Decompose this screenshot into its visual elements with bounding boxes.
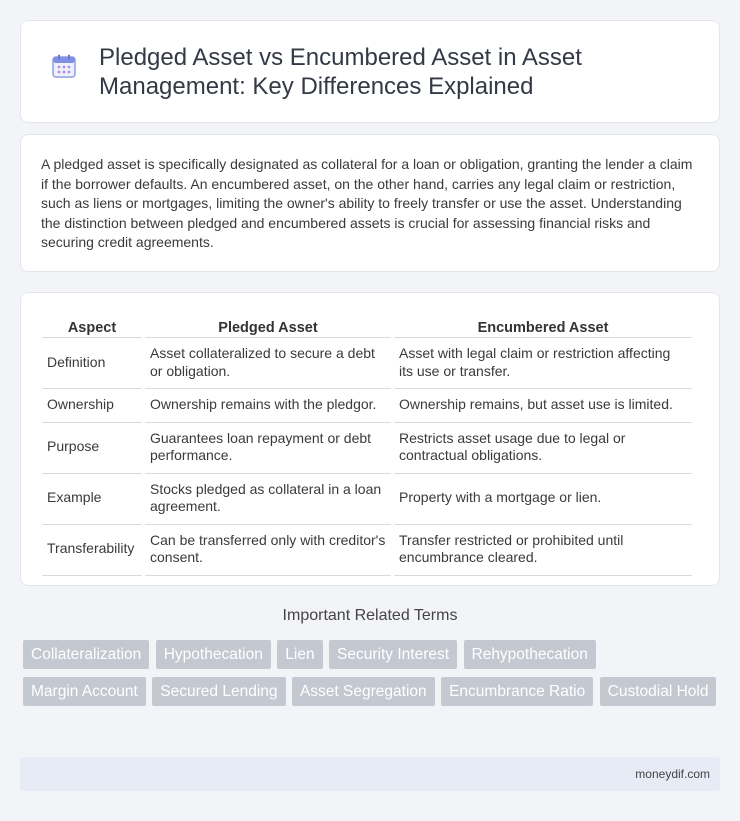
row-pledged: Asset collateralized to secure a debt or obligation.: [145, 338, 391, 389]
tag-security-interest[interactable]: Security Interest: [329, 640, 457, 669]
table-row: [42, 423, 692, 474]
related-terms-list: [23, 640, 723, 714]
tag-rehypothecation[interactable]: Rehypothecation: [464, 640, 596, 669]
row-pledged: Guarantees loan repayment or debt performance.: [145, 423, 391, 474]
row-aspect: Definition: [42, 338, 142, 389]
table-row: [42, 338, 692, 389]
tag-hypothecation[interactable]: Hypothecation: [156, 640, 271, 669]
calendar-icon: [51, 53, 77, 79]
header-aspect: Aspect: [42, 315, 142, 338]
row-encumbered: Restricts asset usage due to legal or contractual obligations.: [394, 423, 692, 474]
header-card: [20, 20, 720, 123]
row-encumbered: Property with a mortgage or lien.: [394, 474, 692, 525]
table-row: [42, 525, 692, 576]
row-pledged: Can be transferred only with creditor's consent.: [145, 525, 391, 576]
tag-custodial-hold[interactable]: Custodial Hold: [600, 677, 717, 706]
table-row: [42, 389, 692, 423]
footer: [20, 757, 720, 791]
row-encumbered: Asset with legal claim or restriction affecting its use or transfer.: [394, 338, 692, 389]
comparison-table: [39, 315, 695, 576]
row-encumbered: Transfer restricted or prohibited until encumbrance cleared.: [394, 525, 692, 576]
row-pledged: Ownership remains with the pledgor.: [145, 389, 391, 423]
comparison-table-card: [20, 292, 720, 586]
row-encumbered: Ownership remains, but asset use is limited.: [394, 389, 692, 423]
footer-site[interactable]: moneydif.com: [635, 767, 710, 781]
page-title: Pledged Asset vs Encumbered Asset in Asset Management: Key Differences Explained: [99, 43, 582, 100]
table-header-row: [42, 315, 692, 338]
tag-encumbrance-ratio[interactable]: Encumbrance Ratio: [441, 677, 593, 706]
row-aspect: Transferability: [42, 525, 142, 576]
row-aspect: Purpose: [42, 423, 142, 474]
intro-card: [20, 134, 720, 272]
tag-margin-account[interactable]: Margin Account: [23, 677, 146, 706]
tag-secured-lending[interactable]: Secured Lending: [152, 677, 285, 706]
row-aspect: Example: [42, 474, 142, 525]
related-terms-title: Important Related Terms: [282, 607, 458, 624]
tag-collateralization[interactable]: Collateralization: [23, 640, 149, 669]
tag-asset-segregation[interactable]: Asset Segregation: [292, 677, 435, 706]
header-encumbered-asset: Encumbered Asset: [394, 315, 692, 338]
row-pledged: Stocks pledged as collateral in a loan agreement.: [145, 474, 391, 525]
row-aspect: Ownership: [42, 389, 142, 423]
header-pledged-asset: Pledged Asset: [145, 315, 391, 338]
table-row: [42, 474, 692, 525]
intro-paragraph: A pledged asset is specifically designated as collateral for a loan or obligation, granting the lender a claim if the borrower defaults. An encumbered asset, on the other hand, carries any legal claim or restriction, such as liens or mortgages, limiting the owner's ability to freely transfer or use the asset. Understanding the distinction between pledged and encumbered assets is crucial for assessing financial risks and securing credit agreements.: [41, 156, 693, 250]
tag-lien[interactable]: Lien: [277, 640, 322, 669]
